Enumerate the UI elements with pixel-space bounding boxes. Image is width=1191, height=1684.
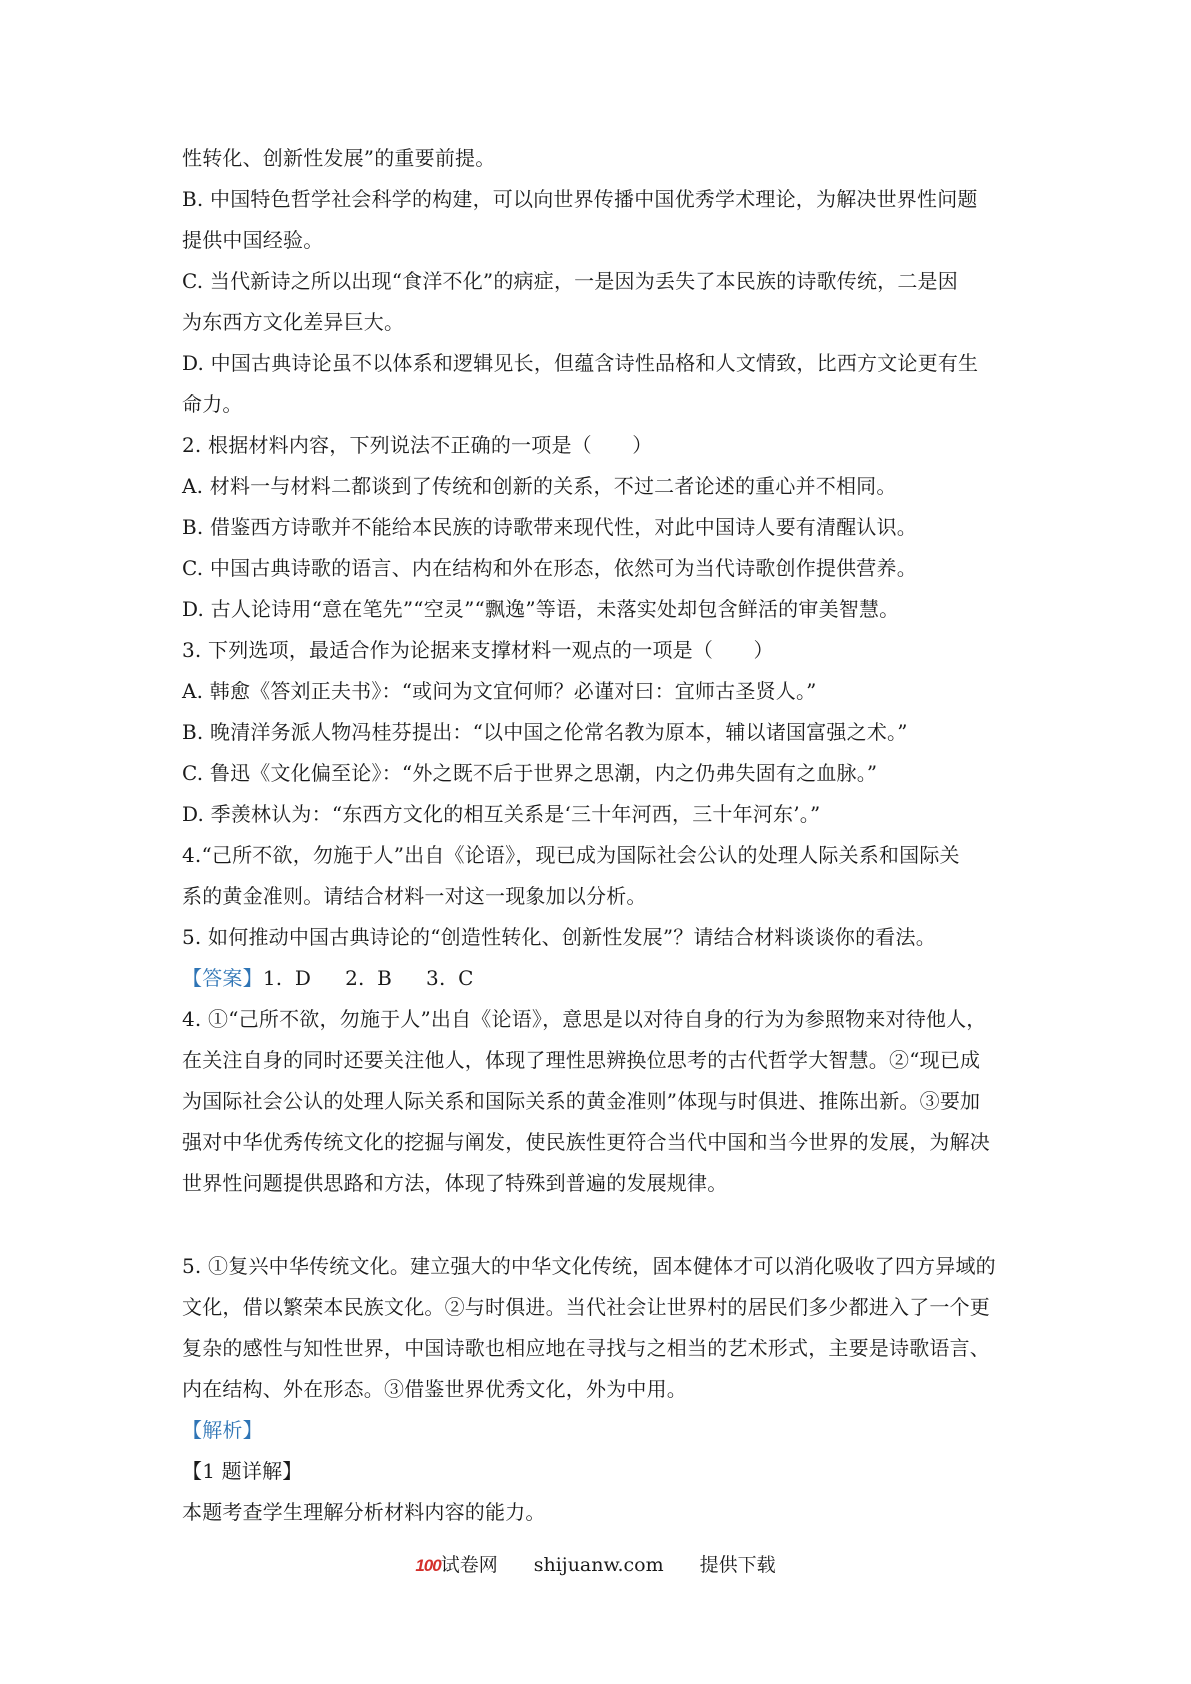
- question-3: 3. 下列选项，最适合作为论据来支撑材料一观点的一项是（ ）: [182, 638, 774, 662]
- option-b-q1: B. 中国特色哲学社会科学的构建，可以向世界传播中国优秀学术理论，为解决世界性问题: [182, 187, 978, 211]
- download-note: 提供下载: [699, 1554, 776, 1576]
- text-line: 性转化、创新性发展”的重要前提。: [182, 146, 496, 170]
- option-d-q3: D. 季羡林认为：“东西方文化的相互关系是‘三十年河西，三十年河东’。”: [182, 802, 821, 826]
- answer-2: 2. B: [345, 966, 393, 990]
- site-url[interactable]: shijuanw.com: [533, 1554, 664, 1576]
- q1-detail-title: 【1 题详解】: [182, 1459, 303, 1483]
- text-line: 系的黄金准则。请结合材料一对这一现象加以分析。: [182, 884, 647, 908]
- page-footer: [0, 1550, 1191, 1581]
- answer-5-text: 复杂的感性与知性世界，中国诗歌也相应地在寻找与之相当的艺术形式，主要是诗歌语言、: [182, 1336, 990, 1360]
- option-a-q2: A. 材料一与材料二都谈到了传统和创新的关系，不过二者论述的重心并不相同。: [182, 474, 897, 498]
- text-line: 提供中国经验。: [182, 228, 324, 252]
- answer-4-text: 为国际社会公认的处理人际关系和国际关系的黄金准则”体现与时俱进、推陈出新。③要加: [182, 1089, 981, 1113]
- option-c-q2: C. 中国古典诗歌的语言、内在结构和外在形态，依然可为当代诗歌创作提供营养。: [182, 556, 917, 580]
- question-5: 5. 如何推动中国古典诗论的“创造性转化、创新性发展”？请结合材料谈谈你的看法。: [182, 925, 936, 949]
- q1-detail-text: 本题考查学生理解分析材料内容的能力。: [182, 1500, 546, 1524]
- option-d-q2: D. 古人论诗用“意在笔先”“空灵”“飘逸”等语，未落实处却包含鲜活的审美智慧。: [182, 597, 900, 621]
- question-4: 4.“己所不欲，勿施于人”出自《论语》，现已成为国际社会公认的处理人际关系和国际关: [182, 843, 960, 867]
- option-b-q3: B. 晚清洋务派人物冯桂芬提出：“以中国之伦常名教为原本，辅以诸国富强之术。”: [182, 720, 908, 744]
- answer-5-text: 文化，借以繁荣本民族文化。②与时俱进。当代社会让世界村的居民们多少都进入了一个更: [182, 1295, 990, 1319]
- text-line: 命力。: [182, 392, 243, 416]
- answer-5-text: 5. ①复兴中华传统文化。建立强大的中华文化传统，固本健体才可以消化吸收了四方异域的: [182, 1254, 996, 1278]
- answer-4-text: 4. ①“己所不欲，勿施于人”出自《论语》，意思是以对待自身的行为为参照物来对待他人，: [182, 1007, 987, 1031]
- answer-4-text: 世界性问题提供思路和方法，体现了特殊到普遍的发展规律。: [182, 1171, 728, 1195]
- question-2: 2. 根据材料内容，下列说法不正确的一项是（ ）: [182, 433, 653, 457]
- option-a-q3: A. 韩愈《答刘正夫书》：“或问为文宜何师？必谨对曰：宜师古圣贤人。”: [182, 679, 817, 703]
- document-body: [182, 138, 1022, 1533]
- answer-label: 【答案】: [182, 966, 263, 990]
- analysis-label: 【解析】: [182, 1418, 263, 1442]
- option-c-q1: C. 当代新诗之所以出现“食洋不化”的病症，一是因为丢失了本民族的诗歌传统，二是因: [182, 269, 958, 293]
- answer-5-text: 内在结构、外在形态。③借鉴世界优秀文化，外为中用。: [182, 1377, 687, 1401]
- answer-4-text: 在关注自身的同时还要关注他人，体现了理性思辨换位思考的古代哲学大智慧。②“现已成: [182, 1048, 981, 1072]
- logo-text: 试卷网: [440, 1554, 498, 1576]
- paragraph-gap: [182, 1204, 1022, 1246]
- text-line: 为东西方文化差异巨大。: [182, 310, 405, 334]
- option-b-q2: B. 借鉴西方诗歌并不能给本民族的诗歌带来现代性，对此中国诗人要有清醒认识。: [182, 515, 918, 539]
- option-d-q1: D. 中国古典诗论虽不以体系和逻辑见长，但蕴含诗性品格和人文情致，比西方文论更有生: [182, 351, 979, 375]
- option-c-q3: C. 鲁迅《文化偏至论》：“外之既不后于世界之思潮，内之仍弗失固有之血脉。”: [182, 761, 878, 785]
- answer-line: [182, 958, 1022, 999]
- answer-4-text: 强对中华优秀传统文化的挖掘与阐发，使民族性更符合当代中国和当今世界的发展，为解决: [182, 1130, 990, 1154]
- answer-3: 3. C: [426, 966, 474, 990]
- answer-1: 1. D: [262, 966, 312, 990]
- logo-100-icon: 100: [415, 1556, 441, 1575]
